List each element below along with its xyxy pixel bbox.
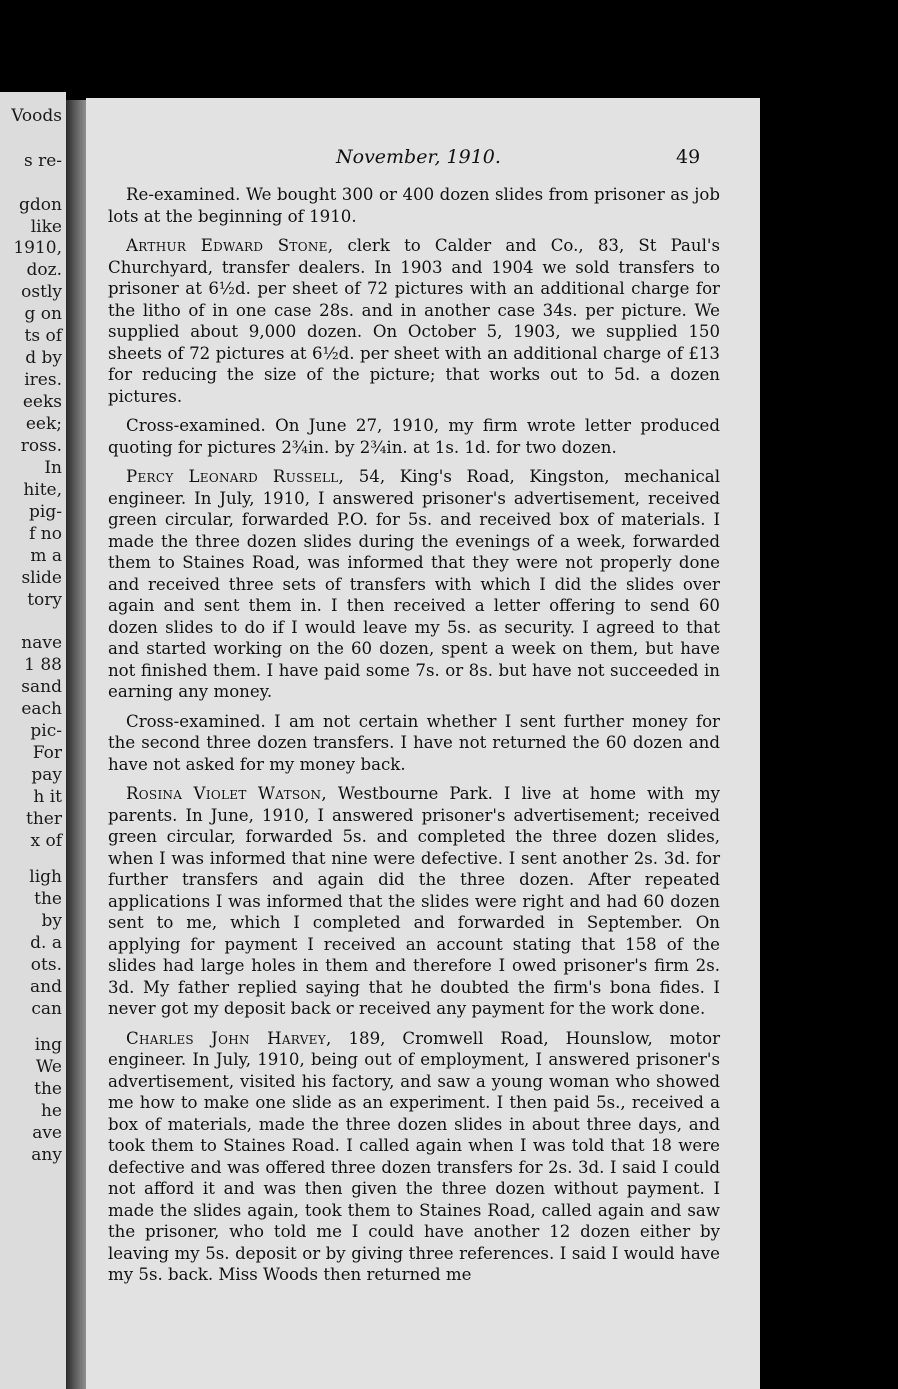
facing-page-line: slide — [21, 568, 62, 588]
facing-page-line: d. a — [30, 933, 62, 953]
document-page — [86, 98, 760, 1389]
facing-page-line: We — [35, 1057, 62, 1077]
facing-page-line: the — [34, 889, 62, 909]
facing-page-line: For — [32, 743, 62, 763]
facing-page-line: g on — [24, 304, 62, 324]
facing-page-line: ther — [26, 809, 62, 829]
facing-page-line: any — [31, 1145, 62, 1165]
facing-page-line: can — [31, 999, 62, 1019]
facing-page-line: pay — [31, 765, 62, 785]
facing-page-line: hite, — [23, 480, 62, 500]
facing-page-line: he — [40, 1101, 62, 1121]
testimony-paragraph — [108, 235, 720, 407]
facing-page-line: like — [30, 217, 62, 237]
facing-page-line: ires. — [24, 370, 62, 390]
body-text — [108, 184, 720, 1294]
running-head: November, 1910. — [336, 146, 501, 168]
witness-name: Arthur Edward Stone, — [126, 236, 334, 255]
paragraph-text: Cross-examined. On June 27, 1910, my firm wrote letter produced quoting for pictures 2¾in. by 2¾in. at 1s. 1d. for two dozen. — [108, 416, 720, 457]
facing-page-line: ligh — [29, 867, 62, 887]
witness-name: Percy Leonard Russell, — [126, 467, 345, 486]
facing-page-line: x of — [30, 831, 62, 851]
testimony-paragraph — [108, 783, 720, 1020]
facing-page-line: d by — [25, 348, 62, 368]
facing-page-line: ts of — [24, 326, 62, 346]
facing-page-line: ostly — [21, 282, 62, 302]
facing-page-line: 1910, — [13, 238, 62, 258]
witness-name: Charles John Harvey, — [126, 1028, 332, 1048]
facing-page-line: and — [30, 977, 62, 997]
testimony-paragraph — [108, 1028, 720, 1286]
facing-page-line: eek; — [25, 414, 62, 434]
facing-page-line: the — [34, 1079, 62, 1099]
facing-page-line: doz. — [26, 260, 62, 280]
facing-page-fragment — [0, 92, 66, 1389]
page-number: 49 — [676, 146, 701, 168]
facing-page-line: ave — [32, 1123, 62, 1143]
book-gutter — [66, 100, 88, 1389]
paragraph-text: Re-examined. We bought 300 or 400 dozen slides from prisoner as job lots at the beginning of 1910. — [108, 185, 720, 226]
paragraph-text: clerk to Calder and Co., 83, St Paul's Churchyard, transfer dealers. In 1903 and 1904 we sold transfers to prisoner at 6½d. per sheet of 72 pictures with an additional charge for the litho of in one case 28s. and in another case 34s. per picture. We supplied about 9,000 dozen. On October 5, 1903, we supplied 150 sheets of 72 pictures at 6½d. per sheet with an additional charge of £13 for reducing the size of the picture; that works out to 5d. a dozen pictures. — [108, 236, 720, 406]
paragraph-text: 189, Cromwell Road, Hounslow, motor engineer. In July, 1910, being out of employment, I answered prisoner's advertisement, visited his factory, and saw a young woman who showed me how to make one slide as an experiment. I then paid 5s., received a box of materials, made the three dozen slides in about three days, and took them to Staines Road. I called again when I was told that 18 were defective and was offered three dozen transfers for 2s. 3d. I said I could not afford it and was then given the three dozen without payment. I made the slides again, took them to Staines Road, called again and saw the prisoner, who told me I could have another 12 dozen either by leaving my 5s. deposit or by giving three references. I said I would have my 5s. back. Miss Woods then returned me — [108, 1028, 720, 1284]
facing-page-line: In — [44, 458, 62, 478]
facing-page-line: sand — [21, 677, 62, 697]
testimony-paragraph — [108, 415, 720, 458]
witness-name: Rosina Violet Watson, — [126, 784, 327, 803]
paragraph-text: Westbourne Park. I live at home with my parents. In June, 1910, I answered prisoner's advertisement; received green circular, forwarded 5s. and completed the three dozen slides, when I was informed that nine were defective. I sent another 2s. 3d. for further transfers and again did the three dozen. After repeated applications I was informed that the slides were right and had 60 dozen sent to me, which I completed and forwarded in September. On applying for payment I received an account stating that 158 of the slides had large holes in them and therefore I owed prisoner's firm 2s. 3d. My father replied saying that he doubted the firm's bona fides. I never got my deposit back or received any payment for the work done. — [108, 784, 720, 1018]
testimony-paragraph — [108, 184, 720, 227]
facing-page-line: m a — [30, 546, 62, 566]
facing-page-line: s re- — [23, 151, 62, 171]
facing-page-line: h it — [33, 787, 62, 807]
facing-page-line: eeks — [22, 392, 62, 412]
paragraph-text: Cross-examined. I am not certain whether I sent further money for the second three dozen transfers. I have not returned the 60 dozen and have not asked for my money back. — [108, 711, 720, 774]
facing-page-line: Voods — [11, 106, 62, 126]
testimony-paragraph — [108, 711, 720, 776]
facing-page-line: f no — [29, 524, 62, 544]
facing-page-line: ing — [34, 1035, 62, 1055]
facing-page-line: gdon — [19, 195, 62, 215]
facing-page-line: tory — [27, 590, 62, 610]
facing-page-line: pic- — [30, 721, 62, 741]
testimony-paragraph — [108, 466, 720, 703]
facing-page-line: ots. — [30, 955, 62, 975]
page-header — [86, 146, 760, 174]
facing-page-line: 1 88 — [24, 655, 62, 675]
facing-page-line: each — [21, 699, 62, 719]
paragraph-text: 54, King's Road, Kingston, mechanical engineer. In July, 1910, I answered prisoner's advertisement, received green circular, forwarded P.O. for 5s. and received box of materials. I made the three dozen slides during the evenings of a week, forwarded them to Staines Road, was informed that they were not properly done and received three sets of transfers with which I did the slides over again and sent them in. I then received a letter offering to send 60 dozen slides to do if I would leave my 5s. as security. I agreed to that and started working on the 60 dozen, spent a week on them, but have not finished them. I have paid some 7s. or 8s. but have not succeeded in earning any money. — [108, 467, 720, 701]
facing-page-line: ross. — [20, 436, 62, 456]
facing-page-line: pig- — [29, 502, 62, 522]
facing-page-line: nave — [21, 633, 62, 653]
facing-page-line: by — [41, 911, 62, 931]
